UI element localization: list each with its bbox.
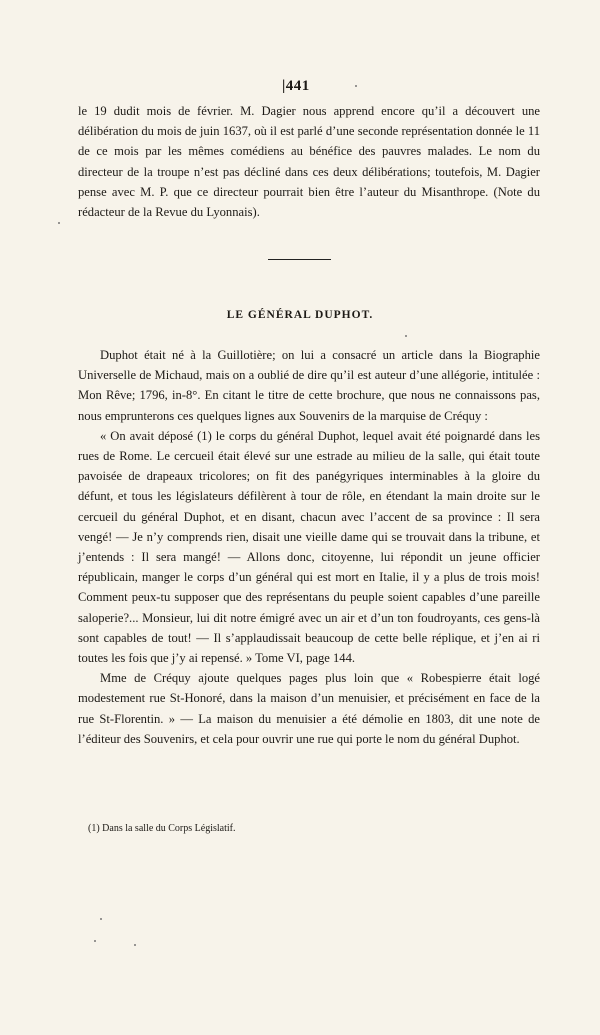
article-paragraph-3: Mme de Créquy ajoute quelques pages plus loin que « Robespierre était logé modestement rue St-Honoré, dans la maison d’un menuisier, et précisément en face de la rue St-Florentin. » — La maison du menuisier a été démolie en 1803, dit une note de l’éditeur des Souvenirs, et cela pour ouvrir une rue qui porte le nom du général Duphot. [78,671,540,746]
section-divider [268,259,331,260]
article-paragraph-1: Duphot était né à la Guillotière; on lui a consacré un article dans la Biographie Universelle de Michaud, mais on a oublié de dire qu’il est auteur d’une allégorie, intitulée : Mon Rêve; 1796, in-8°. En citant le titre de cette brochure, que nous ne connaissons pas, nous emprunterons ces quelques lignes aux Souvenirs de la marquise de Créquy : [78,348,540,423]
article-body [78,345,540,749]
section-title: LE GÉNÉRAL DUPHOT. [226,309,374,321]
page-number: |441 [282,78,310,94]
continued-note [78,101,540,222]
footnote: (1) Dans la salle du Corps Législatif. [88,823,236,834]
continued-note-text: le 19 dudit mois de février. M. Dagier nous apprend encore qu’il a découvert une délibération du mois de juin 1637, où il est parlé d’une seconde représentation donnée le 11 de ce mois par les mêmes comédiens au bénéfice des pauvres malades. Le nom du directeur de la troupe n’est pas décliné dans ces deux délibérations; toutefois, M. Dagier pense avec M. P. que ce directeur pourrait bien être l’auteur du Misanthrope. (Note du rédacteur de la Revue du Lyonnais). [78,104,540,220]
article-paragraph-2: « On avait déposé (1) le corps du général Duphot, lequel avait été poignardé dans les rues de Rome. Le cercueil était élevé sur une estrade au milieu de la salle, qui était toute pavoisée de drapeaux tricolores; on fit des panégyriques interminables à la gloire du défunt, et tous les législateurs défilèrent à tour de rôle, en étendant la main droite sur le cercueil du général Duphot, et en disant, chacun avec l’accent de sa province : Il sera vengé! — Je n’y comprends rien, disait une vieille dame qui se trouvait dans la tribune, et j’entends : Il sera mangé! — Allons donc, citoyenne, lui répondit un jeune officier républicain, manger le corps d’un général qui est mort en Italie, il y a plus de trois mois! Comment peux-tu supposer que des représentans du peuple soient capables d’une pareille saloperie?... Monsieur, lui dit notre émigré avec un air et d’un ton foudroyants, ces gens-là sont capables de tout! — Il s’applaudissait beaucoup de cette belle réplique, et j’en ai ri toutes les fois que j’y ai repensé. » Tome VI, page 144. [78,428,540,666]
